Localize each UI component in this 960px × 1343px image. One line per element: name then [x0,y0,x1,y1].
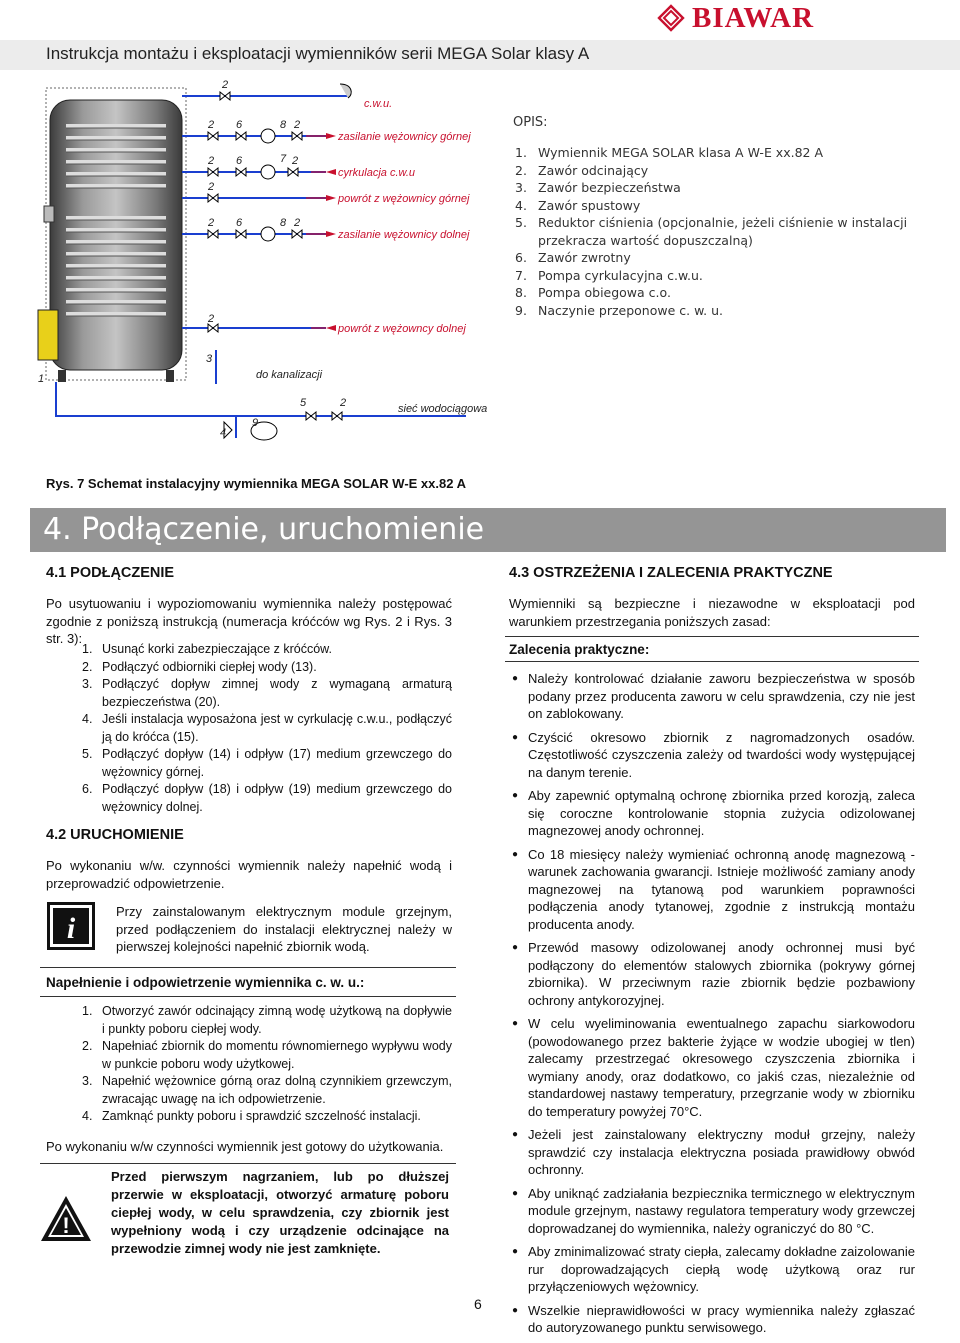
paragraph-4-2: Po wykonaniu w/w. czynności wymiennik należy napełnić wodą i przeprowadzić odpowietrzenie. [46,858,452,891]
svg-text:2: 2 [208,155,215,167]
recommendations-list [509,670,915,1343]
legend-heading: OPIS: [513,115,548,130]
list-item: 5. Podłączyć dopływ (14) i odpływ (17) medium grzewczego do wężownicy górnej. [82,747,452,779]
list-item: 1. Usunąć korki zabezpieczające z króćców. [82,642,332,656]
list-item: ● Co 18 miesięcy należy wymieniać ochronną anodę magnezową - warunek zachowania gwarancji. Istnieje możliwość zamiany anody magnezowej na tytanową pod warunkiem poprawności podłączenia anody tytanowej, zgodnie z instrukcją montażu producenta anody. [512,846,915,932]
svg-text:!: ! [62,1213,70,1238]
label-siec: sieć wodociągowa [398,403,488,415]
label-kanalizacja: do kanalizacji [256,369,323,381]
paragraph-4-1: Po usytuowaniu i wypoziomowaniu wymiennika należy postępować zgodnie z poniższą instrukcją (numeracja króćców wg Rys. 2 i Rys. 3 str. 3): [46,596,452,646]
label-zasilanie-gornej: zasilanie wężownicy górnej [338,131,471,143]
warning-icon [40,1193,92,1245]
list-item: 1. Wymiennik MEGA SOLAR klasa A W-E xx.82 A [515,145,824,160]
list-item: ● Czyścić okresowo zbiornik z nagromadzonych osadów. Częstotliwość czyszczenia zależy od twardości wody występującej na danym terenie. [512,729,915,780]
info-icon [45,900,97,952]
legend-list [513,144,933,319]
logo-diamond-icon [658,5,684,31]
svg-text:2: 2 [208,181,215,193]
list-item: ● Jeżeli jest zainstalowany elektryczny moduł grzejny, należy sprawdzić czy instalacja elektryczna posiada prawidłowy obwód ochronny. [512,1127,915,1177]
list-item: 2. Napełniać zbiornik do momentu równomiernego wypływu wody w punkcie poboru wody użytkowej. [82,1039,452,1071]
page-number: 6 [474,1296,482,1312]
fill-steps [80,1003,452,1126]
label-powrot-gornej: powrót z wężownicy górnej [338,193,470,205]
list-item: 2. Zawór odcinający [515,162,649,178]
list-item: ● W celu wyeliminowania ewentualnego zapachu siarkowodoru (powodowanego przez bakterie żyjące w wodzie ubogiej w tlen) zalecamy przestrzegać okresowego czyszczenia zbiornika i wymiany anody, oraz dodatkowo, co jakiś czas, niezależnie od standardowej nastawy temperatury, przegrzanie wody w zbiorniku do temperatury powyżej 70°C. [512,1016,915,1119]
installation-diagram [36,78,506,470]
divider [40,967,456,968]
label-cwu: c.w.u. [364,98,393,110]
svg-text:9: 9 [252,417,259,429]
label-zasilanie-dolnej: zasilanie wężownicy dolnej [338,229,470,241]
svg-text:2: 2 [208,119,215,131]
svg-text:6: 6 [236,217,243,229]
list-item: ● Aby zminimalizować straty ciepła, zalecamy dokładne zaizolowanie rur doprowadzających ciepłą wodę użytkową oraz rur przyłączeniowych wężownicy. [512,1244,915,1294]
paragraph-4-3: Wymienniki są bezpieczne i niezawodne w eksploatacji pod warunkiem przestrzegania poniższych zasad: [509,596,915,629]
svg-text:8: 8 [280,119,287,131]
divider [40,996,456,997]
svg-text:2: 2 [222,79,229,91]
list-item: 4. Zawór spustowy [515,197,641,213]
list-item: 2. Podłączyć odbiorniki ciepłej wody (13). [82,659,317,674]
logo-text: BIAWAR [692,1,815,34]
label-cyrkulacja: cyrkulacja c.w.u [338,167,416,179]
fill-title: Napełnienie i odpowietrzenie wymiennika c. w. u.: [46,975,365,990]
list-item: ● Należy kontrolować działanie zaworu bezpieczeństwa w sposób podany przez producenta zaworu w celu sprawdzenia, czy nie jest on zablokowany. [512,671,915,721]
svg-text:2: 2 [294,217,301,229]
svg-text:i: i [66,912,76,945]
biawar-logo [658,2,814,34]
svg-text:4: 4 [220,427,227,439]
svg-text:8: 8 [280,217,287,229]
divider [40,1163,456,1164]
list-item: 4. Jeśli instalacja wyposażona jest w cyrkulację c.w.u., podłączyć ją do króćca (15). [82,712,452,744]
list-item: ● Aby uniknąć zadziałania bezpiecznika termicznego w elektrycznym module grzejnym, nastawy regulatora temperatury wody grzewczej doprowadzanej do wymiennika, należy ograniczyć do 80 °C. [512,1185,915,1236]
svg-text:3: 3 [206,353,213,365]
list-item: 3. Napełnić wężownice górną oraz dolną czynnikiem grzewczym, zwracając uwagę na ich odpowietrzenie. [82,1074,452,1106]
svg-text:6: 6 [236,119,243,131]
list-item: 3. Zawór bezpieczeństwa [515,180,681,195]
list-item: ● Wszelkie nieprawidłowości w pracy wymiennika należy zgłaszać do autoryzowanego punktu serwisowego. [512,1302,915,1335]
list-item: 1. Otworzyć zawór odcinający zimną wodę użytkową na dopływie i punkty poboru ciepłej wody. [82,1004,452,1036]
list-item: ● Przewód masowy odizolowanej anody ochronnej musi być podłączony do elementów stalowych zbiornika (pokrywy górnej zbiornika). W przeciwnym razie zbiornik będzie pozbawiony ochrony antykorozyjnej. [512,940,915,1008]
svg-text:2: 2 [208,217,215,229]
legend-description [513,115,933,319]
ready-note: Po wykonaniu w/w czynności wymiennik jest gotowy do użytkowania. [46,1139,444,1154]
list-item: 8. Pompa obiegowa c.o. [515,285,671,300]
document-title: Instrukcja montażu i eksploatacji wymienników serii MEGA Solar klasy A [46,44,590,63]
label-powrot-dolnej: powrót z wężowncy dolnej [338,323,466,335]
list-item: 7. Pompa cyrkulacyjna c.w.u. [515,267,703,283]
svg-text:5: 5 [300,397,307,409]
info-note: Przy zainstalowanym elektrycznym module grzejnym, przed podłączeniem do instalacji elektrycznej należy w pierwszej kolejności napełnić zbiornik wodą. [116,904,452,954]
recommendations-title: Zalecenia praktyczne: [509,642,650,657]
svg-text:2: 2 [340,397,347,409]
list-item: 6. Podłączyć dopływ (18) i odpływ (19) medium grzewczego do wężownicy dolnej. [82,782,452,814]
figure-caption: Rys. 7 Schemat instalacyjny wymiennika MEGA SOLAR W-E xx.82 A [46,476,466,491]
heading-4-1: 4.1 PODŁĄCZENIE [46,565,175,581]
heading-4-2: 4.2 URUCHOMIENIE [46,827,184,843]
list-item: 5. Reduktor ciśnienia (opcjonalnie, jeżeli ciśnienie w instalacji przekracza wartość dopuszczalną) [515,215,908,248]
divider [505,636,919,637]
section-title: 4. Podłączenie, uruchomienie [30,508,946,552]
heater-element [38,310,58,360]
svg-text:6: 6 [236,155,243,167]
list-item: ● Aby zapewnić optymalną ochronę zbiornika przed korozją, zaleca się coroczne kontrolowanie stopnia zużycia odizolowanej magnezowej anody ochronnej. [512,788,915,838]
svg-text:7: 7 [280,153,287,165]
list-item: 6. Zawór zwrotny [515,250,631,265]
connection-steps [80,641,452,816]
svg-text:2: 2 [294,119,301,131]
warning-note: Przed pierwszym nagrzaniem, lub po dłuższej przerwie w eksploatacji, otworzyć armaturę poboru ciepłej wody, w celu sprawdzenia, czy zbiornik jest wypełniony wodą i czy urządzenie odcinające na przewodzie zimnej wody nie jest zamknięte. [111,1169,449,1256]
list-item: 3. Podłączyć dopływ zimnej wody z wymaganą armaturą bezpieczeństwa (20). [82,677,452,709]
heading-4-3: 4.3 OSTRZEŻENIA I ZALECENIA PRAKTYCZNE [509,565,833,581]
list-item: 4. Zamknąć punkty poboru i sprawdzić szczelność instalacji. [82,1109,421,1123]
list-item: 9. Naczynie przeponowe c. w. u. [515,302,724,318]
svg-text:2: 2 [208,313,215,325]
svg-text:1: 1 [38,373,45,385]
svg-text:2: 2 [292,155,299,167]
divider [505,661,919,662]
